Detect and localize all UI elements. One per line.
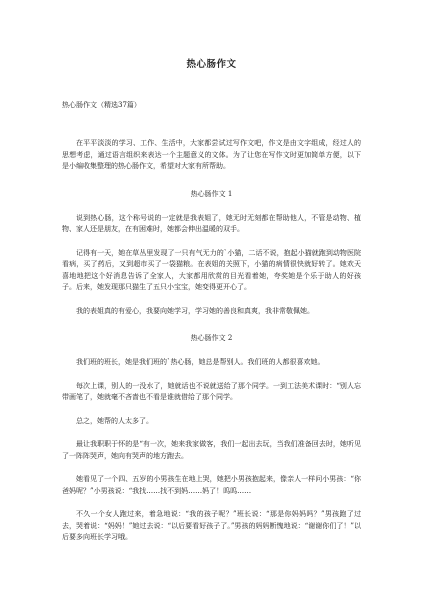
paragraph: 我的表姐真的有爱心，我要向她学习，学习她的善良和真爽，我非常敬佩她。 <box>76 306 314 315</box>
paragraph: 不久一个女人跑过来，着急地说：“我的孩子呢？”班长说：“那是你妈妈吗？”男孩跑了过去，哭着说：“妈妈！”她过去说：“以后要看好孩子了。”男孩的妈妈断愧地说：“谢谢你们了！”以后要多向班长学习哦。 <box>62 510 361 541</box>
document-title: 热心肠作文 <box>186 59 237 70</box>
paragraph: 每次上课，别人的一没水了，她就话也不说就送给了那个同学。一到工法美术课时：“别人忘带画笔了，她就毫不吝啬也不看是谁就借给了那个同学。 <box>62 381 361 401</box>
paragraph: 她看见了一个四、五岁的小男孩生在地上哭，她把小男孩抱起来，像亲人一样问小男孩：“你爸妈呢？”小男孩说：“我找……找不到妈……妈了！呜呜…… <box>62 475 361 495</box>
paragraph: 我们班的班长，她是我们班的`热心肠，她总是帮别人。我们班的人都很喜欢她。 <box>76 358 325 366</box>
paragraph: 说到热心肠，这个称号说的一定就是我表姐了，她无时无刻都在帮助他人，不管是动物、植物、家人还是朋友，在有困难时，她都会伸出温暖的双手。 <box>62 213 361 233</box>
paragraph: 总之，她帮的人太多了。 <box>76 416 153 425</box>
intro-paragraph: 在平平淡淡的学习、工作、生活中，大家都尝试过写作文吧，作文是由文字组成，经过人的思想考虑，通过语言组织来表达一个主题意义的文体。为了让您在写作文时更加简单方便，以下是小编收集整理的热心肠作文，希望对大家有所帮助。 <box>62 139 361 170</box>
document-subtitle: 热心肠作文（精选37篇） <box>62 101 141 109</box>
section-heading-1: 热心肠作文 1 <box>190 189 233 198</box>
section-heading-2: 热心肠作文 2 <box>190 334 233 342</box>
paragraph: 最让我职职于怀的是“有一次，她来我家做客，我们一起出去玩，当我们准备回去时，她听见了一阵阵哭声，她向有哭声的地方跑去。 <box>62 440 361 460</box>
paragraph: 记得有一天，她在草丛里发现了一只有气无力的`小猫，二话不说，抱起小猫就跑到动物医院看病，买了药后，又到超市买了一袋猫粮。在表姐的关照下，小猫的病情很快就好转了。她欢天喜地地把这个好消息告诉了全家人，大家都用欣赏的目光看着她，夸奖她是个乐于助人的好孩子。后来，她发现那只猫生了五只小宝宝，她变得更开心了。 <box>62 248 361 291</box>
